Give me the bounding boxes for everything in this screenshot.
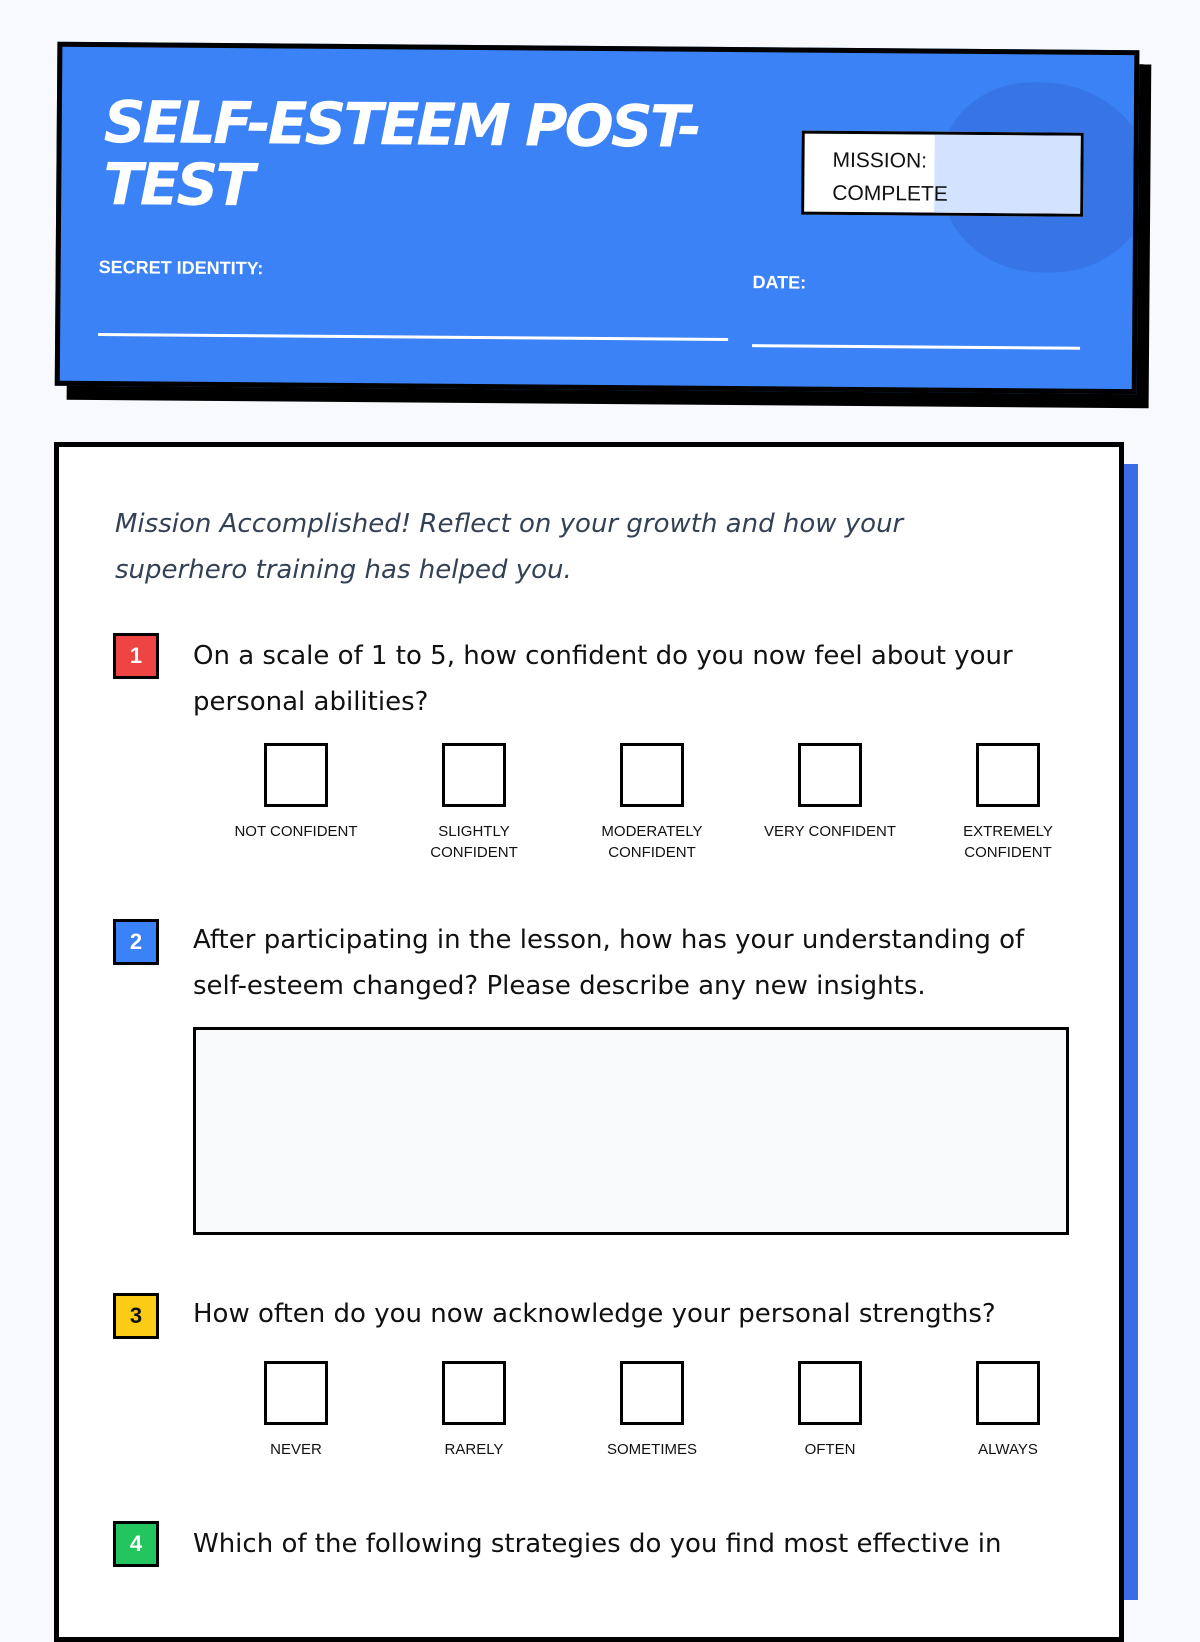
option (933, 743, 1083, 863)
card-accent-bar (1122, 464, 1138, 1600)
option-label: EXTREMELY CONFIDENT (963, 823, 1053, 861)
secret-identity-label: SECRET IDENTITY: (98, 257, 264, 279)
option-label: NEVER (270, 1441, 322, 1458)
question-number-badge: 1 (113, 633, 159, 679)
question-text: Which of the following strategies do you find most effective in (193, 1529, 1002, 1559)
secret-identity-field[interactable] (98, 333, 728, 341)
date-field[interactable] (752, 344, 1080, 350)
option (221, 1361, 371, 1460)
option (399, 1361, 549, 1460)
date-label: DATE: (752, 272, 807, 293)
checkbox[interactable] (264, 1361, 328, 1425)
option (933, 1361, 1083, 1460)
option-label: SOMETIMES (606, 1441, 697, 1458)
option-label: SLIGHTLY CONFIDENT (430, 823, 518, 861)
checkbox[interactable] (798, 1361, 862, 1425)
option-label: NOT CONFIDENT (234, 823, 358, 840)
option (755, 1361, 905, 1460)
checkbox[interactable] (620, 743, 684, 807)
answer-textarea[interactable] (193, 1027, 1069, 1235)
option-label: OFTEN (804, 1441, 856, 1458)
banner-panel (55, 42, 1140, 394)
question-text: After participating in the lesson, how has your understanding of self-esteem changed? Please describe any new insights. (193, 925, 1025, 1001)
question-number-badge: 3 (113, 1293, 159, 1339)
mission-status-text: MISSION: COMPLETE (832, 148, 948, 206)
checkbox[interactable] (442, 743, 506, 807)
option-label: MODERATELY CONFIDENT (601, 823, 703, 861)
header-banner (55, 42, 1150, 411)
checkbox[interactable] (442, 1361, 506, 1425)
checkbox[interactable] (264, 743, 328, 807)
question-text: On a scale of 1 to 5, how confident do you now feel about your personal abilities? (193, 641, 1013, 717)
checkbox[interactable] (976, 743, 1040, 807)
option-label: RARELY (444, 1441, 504, 1458)
survey-card (54, 442, 1124, 1642)
confidence-options (221, 743, 1053, 863)
frequency-options (221, 1361, 1038, 1481)
option (577, 1361, 727, 1460)
checkbox[interactable] (976, 1361, 1040, 1425)
option (399, 743, 549, 863)
question-number-badge: 4 (113, 1521, 159, 1567)
checkbox[interactable] (798, 743, 862, 807)
option (577, 743, 727, 863)
option (755, 743, 905, 842)
option (221, 743, 371, 842)
mission-status-badge (801, 131, 1084, 217)
option-label: VERY CONFIDENT (764, 823, 896, 840)
question-number-badge: 2 (113, 919, 159, 965)
checkbox[interactable] (620, 1361, 684, 1425)
question-text: How often do you now acknowledge your personal strengths? (193, 1299, 996, 1329)
intro-text: Mission Accomplished! Reflect on your growth and how your superhero training has helped you. (115, 509, 904, 585)
option-label: ALWAYS (978, 1441, 1038, 1458)
page-title: SELF-ESTEEM POST-TEST (103, 88, 700, 220)
